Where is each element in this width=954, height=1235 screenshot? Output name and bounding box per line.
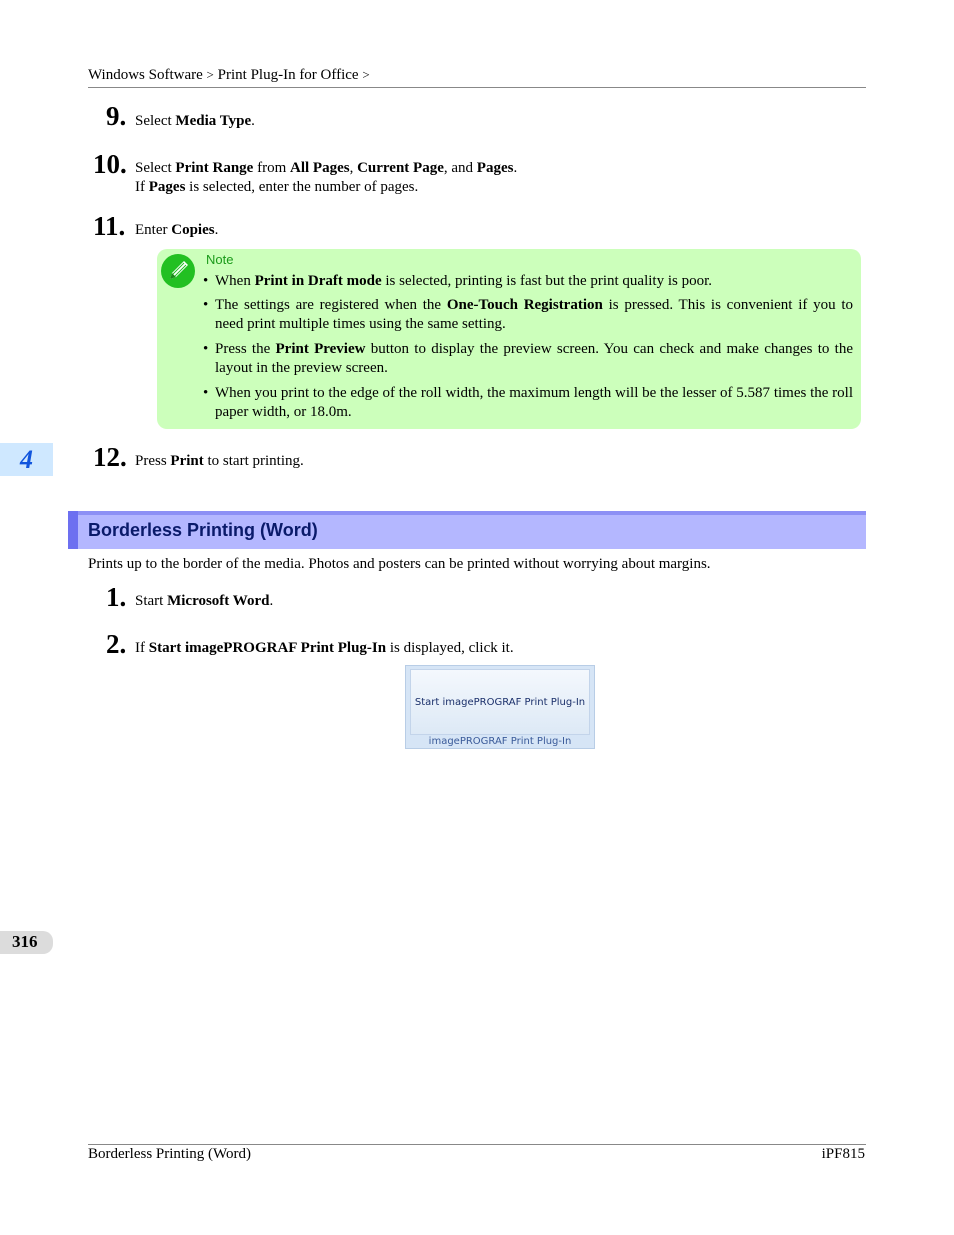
breadcrumb-separator: > <box>362 67 370 82</box>
step-number: 10. <box>93 149 127 179</box>
page-number-tab <box>0 931 53 954</box>
step-number: 9. <box>106 101 127 131</box>
breadcrumb-separator: > <box>206 67 214 82</box>
footer-section-title: Borderless Printing (Word) <box>88 1146 251 1162</box>
breadcrumb-item: Windows Software <box>88 67 203 83</box>
header-rule <box>88 87 866 88</box>
note-bullet: • Press the Print Preview button to display the preview screen. You can check and make changes to the layout in the preview screen. <box>203 341 853 376</box>
ribbon-group-label: imagePROGRAF Print Plug-In <box>428 736 572 747</box>
start-plugin-button-label: Start imagePROGRAF Print Plug-In <box>414 697 586 708</box>
step-text: Press Print to start printing. <box>135 453 304 469</box>
start-plugin-button[interactable] <box>410 669 590 735</box>
breadcrumb <box>88 67 370 84</box>
footer-rule <box>88 1144 866 1145</box>
step-text: If Start imagePROGRAF Print Plug-In is displayed, click it. <box>135 640 514 656</box>
step-number: 11. <box>93 211 126 241</box>
footer-model: iPF815 <box>821 1146 865 1162</box>
note-bullet: • The settings are registered when the One-Touch Registration is pressed. This is convenient if you to need print multiple times using the same setting. <box>203 297 854 332</box>
breadcrumb-item: Print Plug-In for Office <box>217 67 359 83</box>
chapter-number: 4 <box>20 445 33 474</box>
plugin-ribbon <box>405 665 595 749</box>
note-box <box>157 249 861 429</box>
section-title: Borderless Printing (Word) <box>88 520 318 540</box>
step-number: 1. <box>106 582 127 612</box>
step-text: Enter Copies. <box>135 222 219 238</box>
step-number: 12. <box>93 442 127 472</box>
page-number: 316 <box>12 932 38 951</box>
section-intro: Prints up to the border of the media. Photos and posters can be printed without worrying about margins. <box>88 556 711 572</box>
step-text: Start Microsoft Word. <box>135 593 274 609</box>
note-label: Note <box>206 252 234 267</box>
section-heading <box>68 511 866 549</box>
note-bullet: • When Print in Draft mode is selected, printing is fast but the print quality is poor. <box>203 273 713 289</box>
step-number: 2. <box>106 629 127 659</box>
pencil-note-icon <box>161 254 195 288</box>
step-text: Select Media Type. <box>135 113 255 129</box>
step-text: Select Print Range from All Pages, Current Page, and Pages. If Pages is selected, enter the number of pages. <box>135 160 518 195</box>
note-bullet: • When you print to the edge of the roll width, the maximum length will be the lesser of 5.587 times the roll paper width, or 18.0m. <box>203 385 853 420</box>
chapter-tab <box>0 443 53 476</box>
